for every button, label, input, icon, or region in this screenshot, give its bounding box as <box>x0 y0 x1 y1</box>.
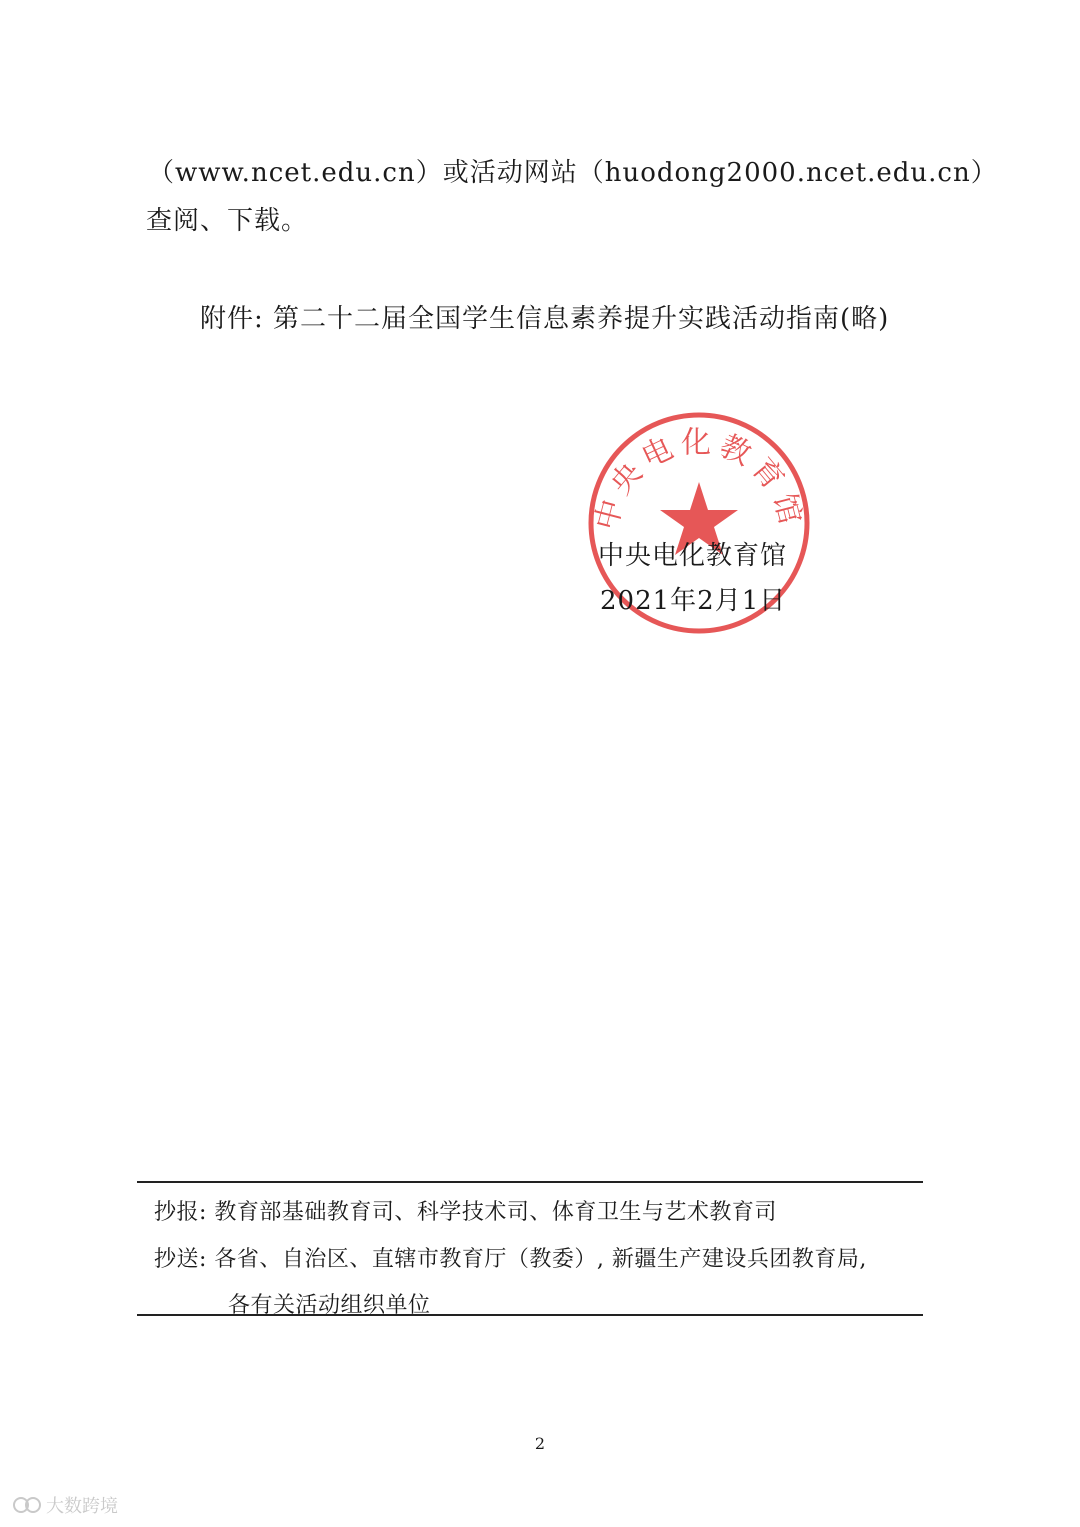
watermark <box>12 1492 118 1518</box>
send-to-line-2: 各有关活动组织单位 <box>228 1293 431 1318</box>
body-text-line-2: 查阅、下载。 <box>146 206 309 236</box>
watermark-text: 大数跨境 <box>46 1496 118 1517</box>
seal-text: 中央电化教育馆 <box>588 425 810 534</box>
watermark-logo-icon <box>12 1494 42 1516</box>
send-to-line-1: 抄送: 各省、自治区、直辖市教育厅（教委）, 新疆生产建设兵团教育局, <box>154 1247 867 1272</box>
report-to-line: 抄报: 教育部基础教育司、科学技术司、体育卫生与艺术教育司 <box>154 1200 777 1225</box>
signing-date: 2021年2月1日 <box>600 586 787 616</box>
page-number: 2 <box>534 1434 546 1453</box>
attachment-note: 附件: 第二十二届全国学生信息素养提升实践活动指南(略) <box>200 304 890 334</box>
body-text-line-1: （www.ncet.edu.cn）或活动网站（huodong2000.ncet.edu.cn） <box>148 158 998 188</box>
distribution-top-rule <box>137 1181 923 1183</box>
distribution-bottom-rule <box>137 1314 923 1316</box>
signing-organization: 中央电化教育馆 <box>598 541 788 571</box>
